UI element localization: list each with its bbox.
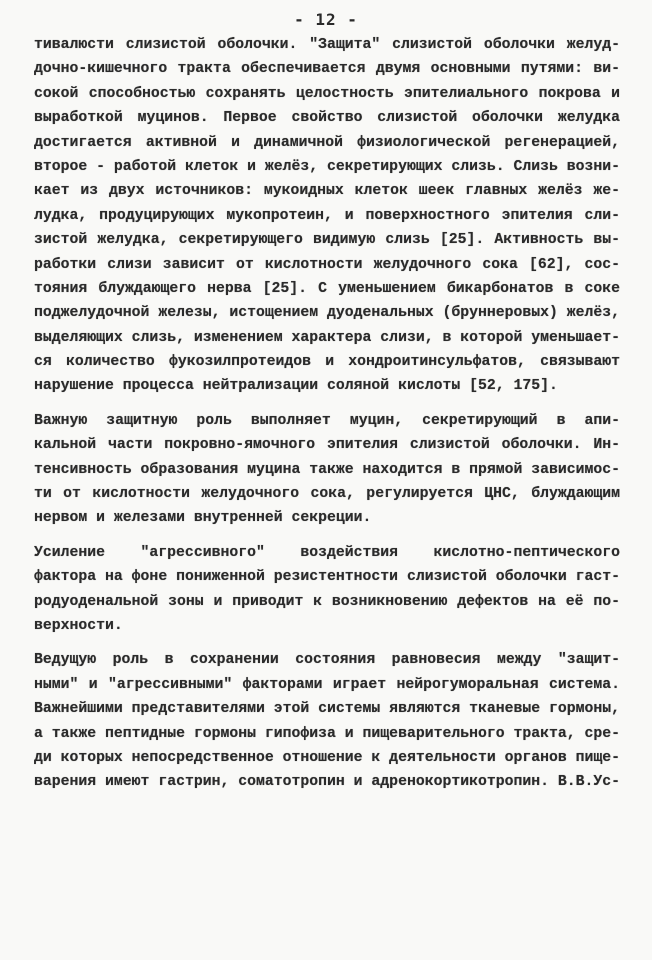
text-line: второе - работой клеток и желёз, секретирующих слизь. Слизь возни- <box>34 158 620 175</box>
text-line: зистой желудка, секретирующего видимую слизь [25]. Активность вы- <box>34 232 620 249</box>
text-line: нарушение процесса нейтрализации соляной кислоты [52, 175]. <box>34 378 558 395</box>
paragraph-gap <box>34 531 620 541</box>
paragraph-gap <box>34 638 620 648</box>
text-line: работки слизи зависит от кислотности желудочного сока [62], сос- <box>34 256 620 273</box>
text-line: ными" и "агрессивными" факторами играет нейрогуморальная система. <box>34 676 620 693</box>
text-line: сокой способностью сохранять целостность эпителиального покрова и <box>34 85 620 102</box>
text-line: ти от кислотности желудочного сока, регулируется ЦНС, блуждающим <box>34 486 620 503</box>
text-line: Важнейшими представителями этой системы являются тканевые гормоны, <box>34 701 620 718</box>
text-line: лудка, продуцирующих мукопротеин, и поверхностного эпителия сли- <box>34 207 620 224</box>
text-line: тенсивность образования муцина также находится в прямой зависимос- <box>34 461 620 478</box>
text-line: а также пептидные гормоны гипофиза и пищеварительного тракта, сре- <box>34 725 620 742</box>
text-line: варения имеют гастрин, соматотропин и адренокортикотропин. В.В.Ус- <box>34 774 620 791</box>
paragraph-3 <box>34 541 620 639</box>
text-line: поджелудочной железы, истощением дуоденальных (бруннеровых) желёз, <box>34 305 620 322</box>
text-line: ся количество фукозилпротеидов и хондроитинсульфатов, связывают <box>34 354 620 371</box>
text-line: Ведущую роль в сохранении состояния равновесия между "защит- <box>34 652 620 669</box>
paragraph-4 <box>34 648 620 794</box>
text-line: кает из двух источников: мукоидных клеток шеек главных желёз же- <box>34 183 620 200</box>
text-line: выработкой муцинов. Первое свойство слизистой оболочки желудка <box>34 110 620 127</box>
text-line: Усиление "агрессивного" воздействия кислотно-пептического <box>34 544 620 561</box>
text-line: фактора на фоне пониженной резистентности слизистой оболочки гаст- <box>34 569 620 586</box>
text-line: Важную защитную роль выполняет муцин, секретирующий в апи- <box>34 412 620 429</box>
text-line: верхности. <box>34 617 123 634</box>
text-line: дочно-кишечного тракта обеспечивается двумя основными путями: ви- <box>34 61 620 78</box>
text-line: нервом и железами внутренней секреции. <box>34 510 372 527</box>
text-line: тояния блуждающего нерва [25]. С уменьшением бикарбонатов в соке <box>34 280 620 297</box>
text-line: ди которых непосредственное отношение к деятельности органов пище- <box>34 749 620 766</box>
body-text <box>34 33 620 795</box>
text-line: родуоденальной зоны и приводит к возникновению дефектов на её по- <box>34 593 620 610</box>
text-line: кальной части покровно-ямочного эпителия слизистой оболочки. Ин- <box>34 437 620 454</box>
page-number: - 12 - <box>294 10 358 29</box>
paragraph-2 <box>34 409 620 531</box>
paragraph-1 <box>34 33 620 399</box>
text-line: достигается активной и динамичной физиологической регенерацией, <box>34 134 620 151</box>
text-line: тивалюсти слизистой оболочки. "Защита" слизистой оболочки желуд- <box>34 37 620 53</box>
paragraph-gap <box>34 399 620 409</box>
text-line: выделяющих слизь, изменением характера слизи, в которой уменьшает- <box>34 329 620 346</box>
